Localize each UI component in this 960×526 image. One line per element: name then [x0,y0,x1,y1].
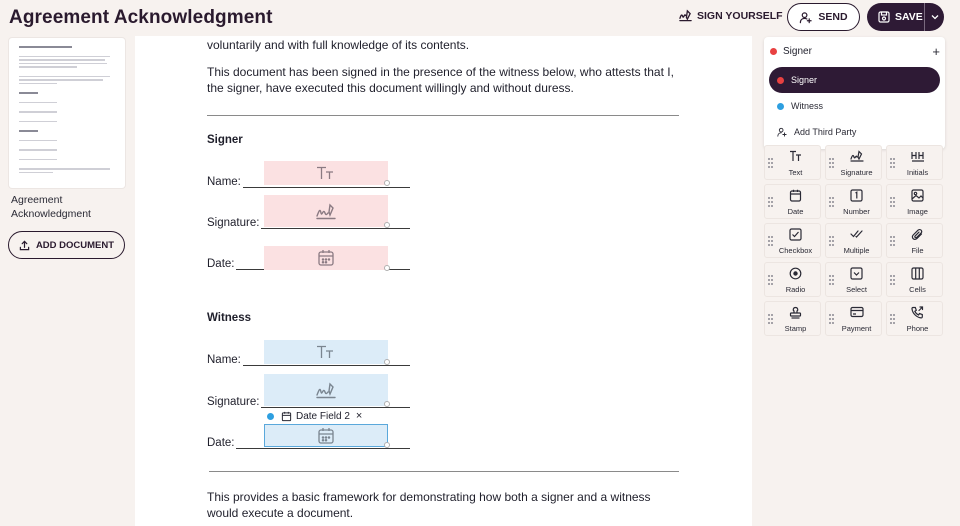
field-type-label: Multiple [843,246,870,255]
calendar-icon [765,189,822,202]
field-type-text[interactable] [764,145,821,180]
witness-text-field[interactable] [264,340,388,364]
field-type-initials[interactable] [886,145,943,180]
field-type-label: Number [843,207,870,216]
witness-name-line [243,365,410,366]
sign-yourself-label: SIGN YOURSELF [697,9,783,22]
field-type-label: Date [787,207,804,216]
field-type-label: Cells [909,285,926,294]
divider-line [207,115,679,116]
calendar-icon [317,427,335,445]
image-icon [887,189,944,202]
field-type-image[interactable] [886,184,943,219]
witness-name-label: Name: [207,354,241,366]
field-type-label: Phone [906,324,929,333]
calendar-icon [281,411,292,422]
divider-line [209,471,679,472]
witness-date-field[interactable] [264,424,388,447]
payment-icon [826,306,883,318]
add-document-label: ADD DOCUMENT [35,239,115,251]
field-type-cells[interactable] [886,262,943,297]
save-main-button[interactable] [867,3,924,31]
field-type-file[interactable] [886,223,943,258]
field-type-multiple[interactable] [825,223,882,258]
add-role-icon[interactable]: + [932,44,940,59]
document-thumbnail[interactable] [9,38,125,188]
field-type-label: Text [788,168,803,177]
field-type-label: File [911,246,924,255]
field-type-label: Radio [785,285,806,294]
cells-icon [887,267,944,280]
role-option-label: Witness [791,101,824,111]
signature-icon [826,150,883,162]
signature-icon [679,9,692,22]
add-third-party-button[interactable] [769,119,940,145]
paragraph-intro-end: voluntarily and with full knowledge of its contents. [207,38,470,52]
field-type-label: Image [907,207,928,216]
stamp-icon [765,306,822,319]
witness-heading: Witness [207,312,251,324]
calendar-icon [317,249,335,267]
multiple-check-icon [826,228,883,240]
signer-color-dot [777,77,784,84]
field-type-radio[interactable] [764,262,821,297]
role-option-witness[interactable] [769,93,940,119]
select-icon [826,267,883,280]
text-icon [316,166,336,180]
signer-name-line [243,187,410,188]
field-type-label: Payment [841,324,872,333]
add-third-party-label: Add Third Party [794,127,857,137]
checkbox-icon [765,228,822,241]
signature-icon [316,202,336,220]
current-role-label: Signer [783,46,812,57]
signer-signature-label: Signature: [207,217,260,229]
add-document-button[interactable] [8,231,125,259]
paragraph-witness-statement: This document has been signed in the presence of the witness below, who attests that I, the signer, have executed this document willingly and without duress. [207,65,674,95]
selected-field-tag [267,410,362,422]
text-icon [316,345,336,359]
role-option-signer[interactable] [769,67,940,93]
signer-name-label: Name: [207,176,241,188]
add-user-icon [799,11,812,24]
witness-signature-field[interactable] [264,374,388,406]
field-type-phone[interactable] [886,301,943,336]
field-type-label: Checkbox [778,246,813,255]
signer-text-field[interactable] [264,161,388,185]
field-type-select[interactable] [825,262,882,297]
field-type-checkbox[interactable] [764,223,821,258]
sign-yourself-button[interactable] [679,9,783,22]
resize-handle[interactable] [384,222,390,228]
field-type-date[interactable] [764,184,821,219]
send-label: SEND [818,11,848,23]
witness-color-dot [267,413,274,420]
witness-date-line [236,448,410,449]
upload-icon [19,240,30,251]
save-button[interactable] [867,3,944,31]
remove-field-icon[interactable]: × [355,410,363,422]
paragraph-footer: This provides a basic framework for demonstrating how both a signer and a witness would execute a document. [207,490,651,520]
resize-handle[interactable] [384,265,390,271]
send-button[interactable] [787,3,860,31]
role-dropdown[interactable] [764,37,945,149]
signature-icon [316,381,336,399]
chevron-down-icon [930,12,940,22]
signer-color-dot [770,48,777,55]
save-icon [878,11,890,23]
initials-icon [887,150,944,162]
document-name: Agreement Acknowledgment [11,194,91,220]
field-type-label: Stamp [784,324,807,333]
field-type-payment[interactable] [825,301,882,336]
signer-heading: Signer [207,134,243,146]
signer-date-field[interactable] [264,246,388,270]
witness-signature-label: Signature: [207,396,260,408]
document-page [135,36,752,526]
paperclip-icon [887,228,944,241]
signer-signature-field[interactable] [264,195,388,227]
role-option-label: Signer [791,75,818,85]
phone-icon [887,306,944,319]
witness-signature-line [261,407,410,408]
field-type-label: Initials [906,168,929,177]
resize-handle[interactable] [384,359,390,365]
resize-handle[interactable] [384,442,390,448]
witness-date-label: Date: [207,437,235,449]
text-icon [765,150,822,162]
field-type-number[interactable] [825,184,882,219]
field-type-label: Select [846,285,867,294]
field-type-label: Signature [840,168,873,177]
top-bar [0,0,960,36]
signer-date-label: Date: [207,258,235,270]
save-label: SAVE [895,11,923,23]
add-user-icon [777,127,787,137]
witness-color-dot [777,103,784,110]
resize-handle[interactable] [384,401,390,407]
resize-handle[interactable] [384,180,390,186]
save-options-toggle[interactable] [924,3,944,31]
page-title: Agreement Acknowledgment [9,7,273,28]
number-icon [826,189,883,202]
radio-icon [765,267,822,280]
signer-signature-line [261,228,410,229]
selected-field-name: Date Field 2 [296,410,350,422]
role-selector[interactable] [770,44,940,59]
field-type-signature[interactable] [825,145,882,180]
field-type-stamp[interactable] [764,301,821,336]
